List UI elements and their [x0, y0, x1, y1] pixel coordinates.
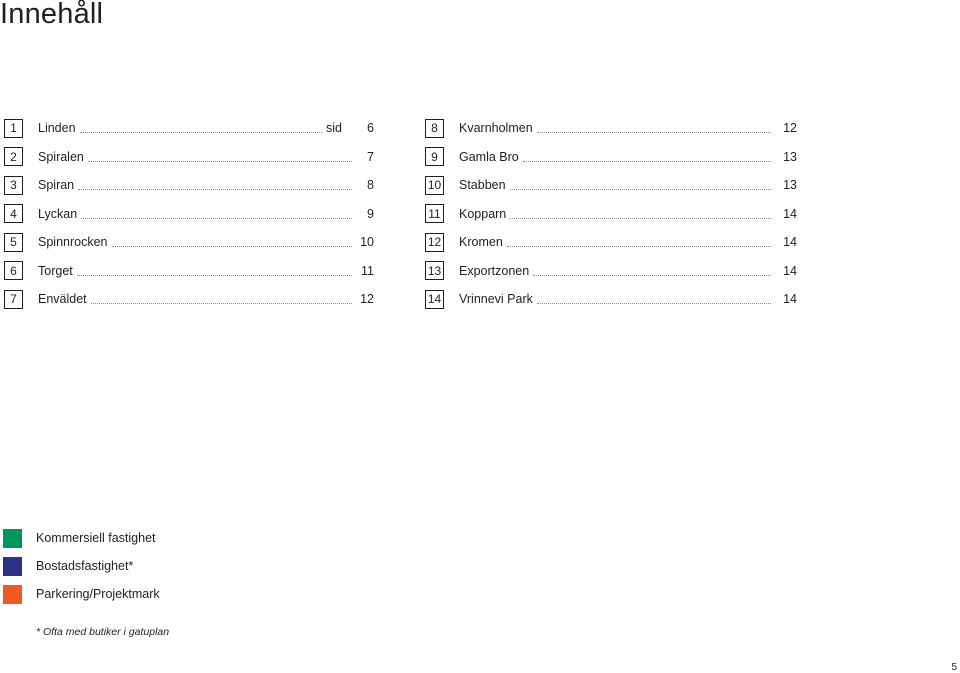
leader-dots	[537, 131, 771, 133]
page-number: 5	[951, 662, 957, 673]
toc-entry[interactable]	[425, 171, 797, 200]
toc-entry-page: 14	[783, 235, 797, 250]
toc-entry[interactable]	[4, 114, 374, 143]
toc-entry[interactable]	[4, 257, 374, 286]
legend-item	[3, 524, 160, 552]
legend-label: Bostadsfastighet*	[36, 559, 134, 573]
toc-entry[interactable]	[4, 228, 374, 257]
leader-dots	[537, 302, 771, 304]
toc-entry-number: 7	[4, 290, 23, 309]
toc-entry-number: 3	[4, 176, 23, 195]
leader-dots	[523, 160, 771, 162]
toc-entry-number: 1	[4, 119, 23, 138]
toc-entry-name: Gamla Bro	[459, 149, 519, 164]
leader-dots	[510, 217, 771, 219]
legend-swatch-commercial	[3, 529, 22, 548]
toc-entry-number: 11	[425, 204, 444, 223]
toc-entry-name: Linden	[38, 121, 76, 136]
leader-dots	[77, 274, 352, 276]
toc-entry-page: 13	[783, 149, 797, 164]
leader-dots	[510, 188, 771, 190]
toc-entry-number: 8	[425, 119, 444, 138]
toc-entry[interactable]	[4, 143, 374, 172]
toc-entry-page: 12	[360, 292, 374, 307]
toc-entry-number: 2	[4, 147, 23, 166]
toc-entry-name: Kopparn	[459, 206, 507, 221]
toc-entry-name: Spinnrocken	[38, 235, 108, 250]
toc-entry[interactable]	[4, 171, 374, 200]
page-label: sid	[326, 121, 342, 136]
toc-entry-number: 14	[425, 290, 444, 309]
toc-entry-name: Lyckan	[38, 206, 78, 221]
toc-entry-number: 4	[4, 204, 23, 223]
toc-entry-number: 13	[425, 261, 444, 280]
toc-entry-name: Kvarnholmen	[459, 121, 533, 136]
toc-entry-page: 11	[361, 263, 374, 278]
toc-entry[interactable]	[425, 114, 797, 143]
toc-entry-page: 14	[783, 292, 797, 307]
toc-entry-name: Enväldet	[38, 292, 87, 307]
toc-entry-page: 14	[783, 206, 797, 221]
page-title: Innehåll	[0, 0, 104, 30]
legend-swatch-parking	[3, 585, 22, 604]
toc-entry-name: Spiralen	[38, 149, 84, 164]
legend-item	[3, 552, 160, 580]
toc-entry[interactable]	[425, 285, 797, 314]
legend-swatch-residential	[3, 557, 22, 576]
leader-dots	[80, 131, 322, 133]
legend-item	[3, 580, 160, 608]
toc-entry-name: Vrinnevi Park	[459, 292, 533, 307]
toc-entry-number: 5	[4, 233, 23, 252]
toc-entry-number: 10	[425, 176, 444, 195]
leader-dots	[78, 188, 352, 190]
legend-label: Parkering/Projektmark	[36, 587, 160, 601]
toc-entry-page: 12	[783, 121, 797, 136]
toc-entry-page: 13	[783, 178, 797, 193]
leader-dots	[81, 217, 352, 219]
toc-entry-page: 9	[367, 206, 374, 221]
leader-dots	[507, 245, 771, 247]
toc-entry[interactable]	[425, 228, 797, 257]
toc-entry-page: 6	[367, 121, 374, 136]
toc-entry[interactable]	[425, 257, 797, 286]
toc-entry-number: 12	[425, 233, 444, 252]
toc-entry-page: 7	[367, 149, 374, 164]
toc-entry-name: Stabben	[459, 178, 506, 193]
footnote: * Ofta med butiker i gatuplan	[36, 626, 170, 638]
toc-entry-page: 10	[360, 235, 374, 250]
leader-dots	[533, 274, 771, 276]
toc-entry[interactable]	[4, 200, 374, 229]
legend	[3, 524, 160, 608]
toc-entry-name: Exportzonen	[459, 263, 530, 278]
toc-left-column	[4, 114, 374, 314]
toc-entry-number: 6	[4, 261, 23, 280]
toc-entry-name: Torget	[38, 263, 73, 278]
toc-entry-page: 8	[367, 178, 374, 193]
toc-entry[interactable]	[425, 143, 797, 172]
toc-right-column	[425, 114, 797, 314]
toc-entry-name: Spiran	[38, 178, 75, 193]
toc-entry-name: Kromen	[459, 235, 503, 250]
toc-entry-page: 14	[783, 263, 797, 278]
leader-dots	[91, 302, 352, 304]
leader-dots	[88, 160, 352, 162]
toc-entry[interactable]	[425, 200, 797, 229]
legend-label: Kommersiell fastighet	[36, 531, 156, 545]
toc-entry[interactable]	[4, 285, 374, 314]
toc-entry-number: 9	[425, 147, 444, 166]
leader-dots	[112, 245, 353, 247]
